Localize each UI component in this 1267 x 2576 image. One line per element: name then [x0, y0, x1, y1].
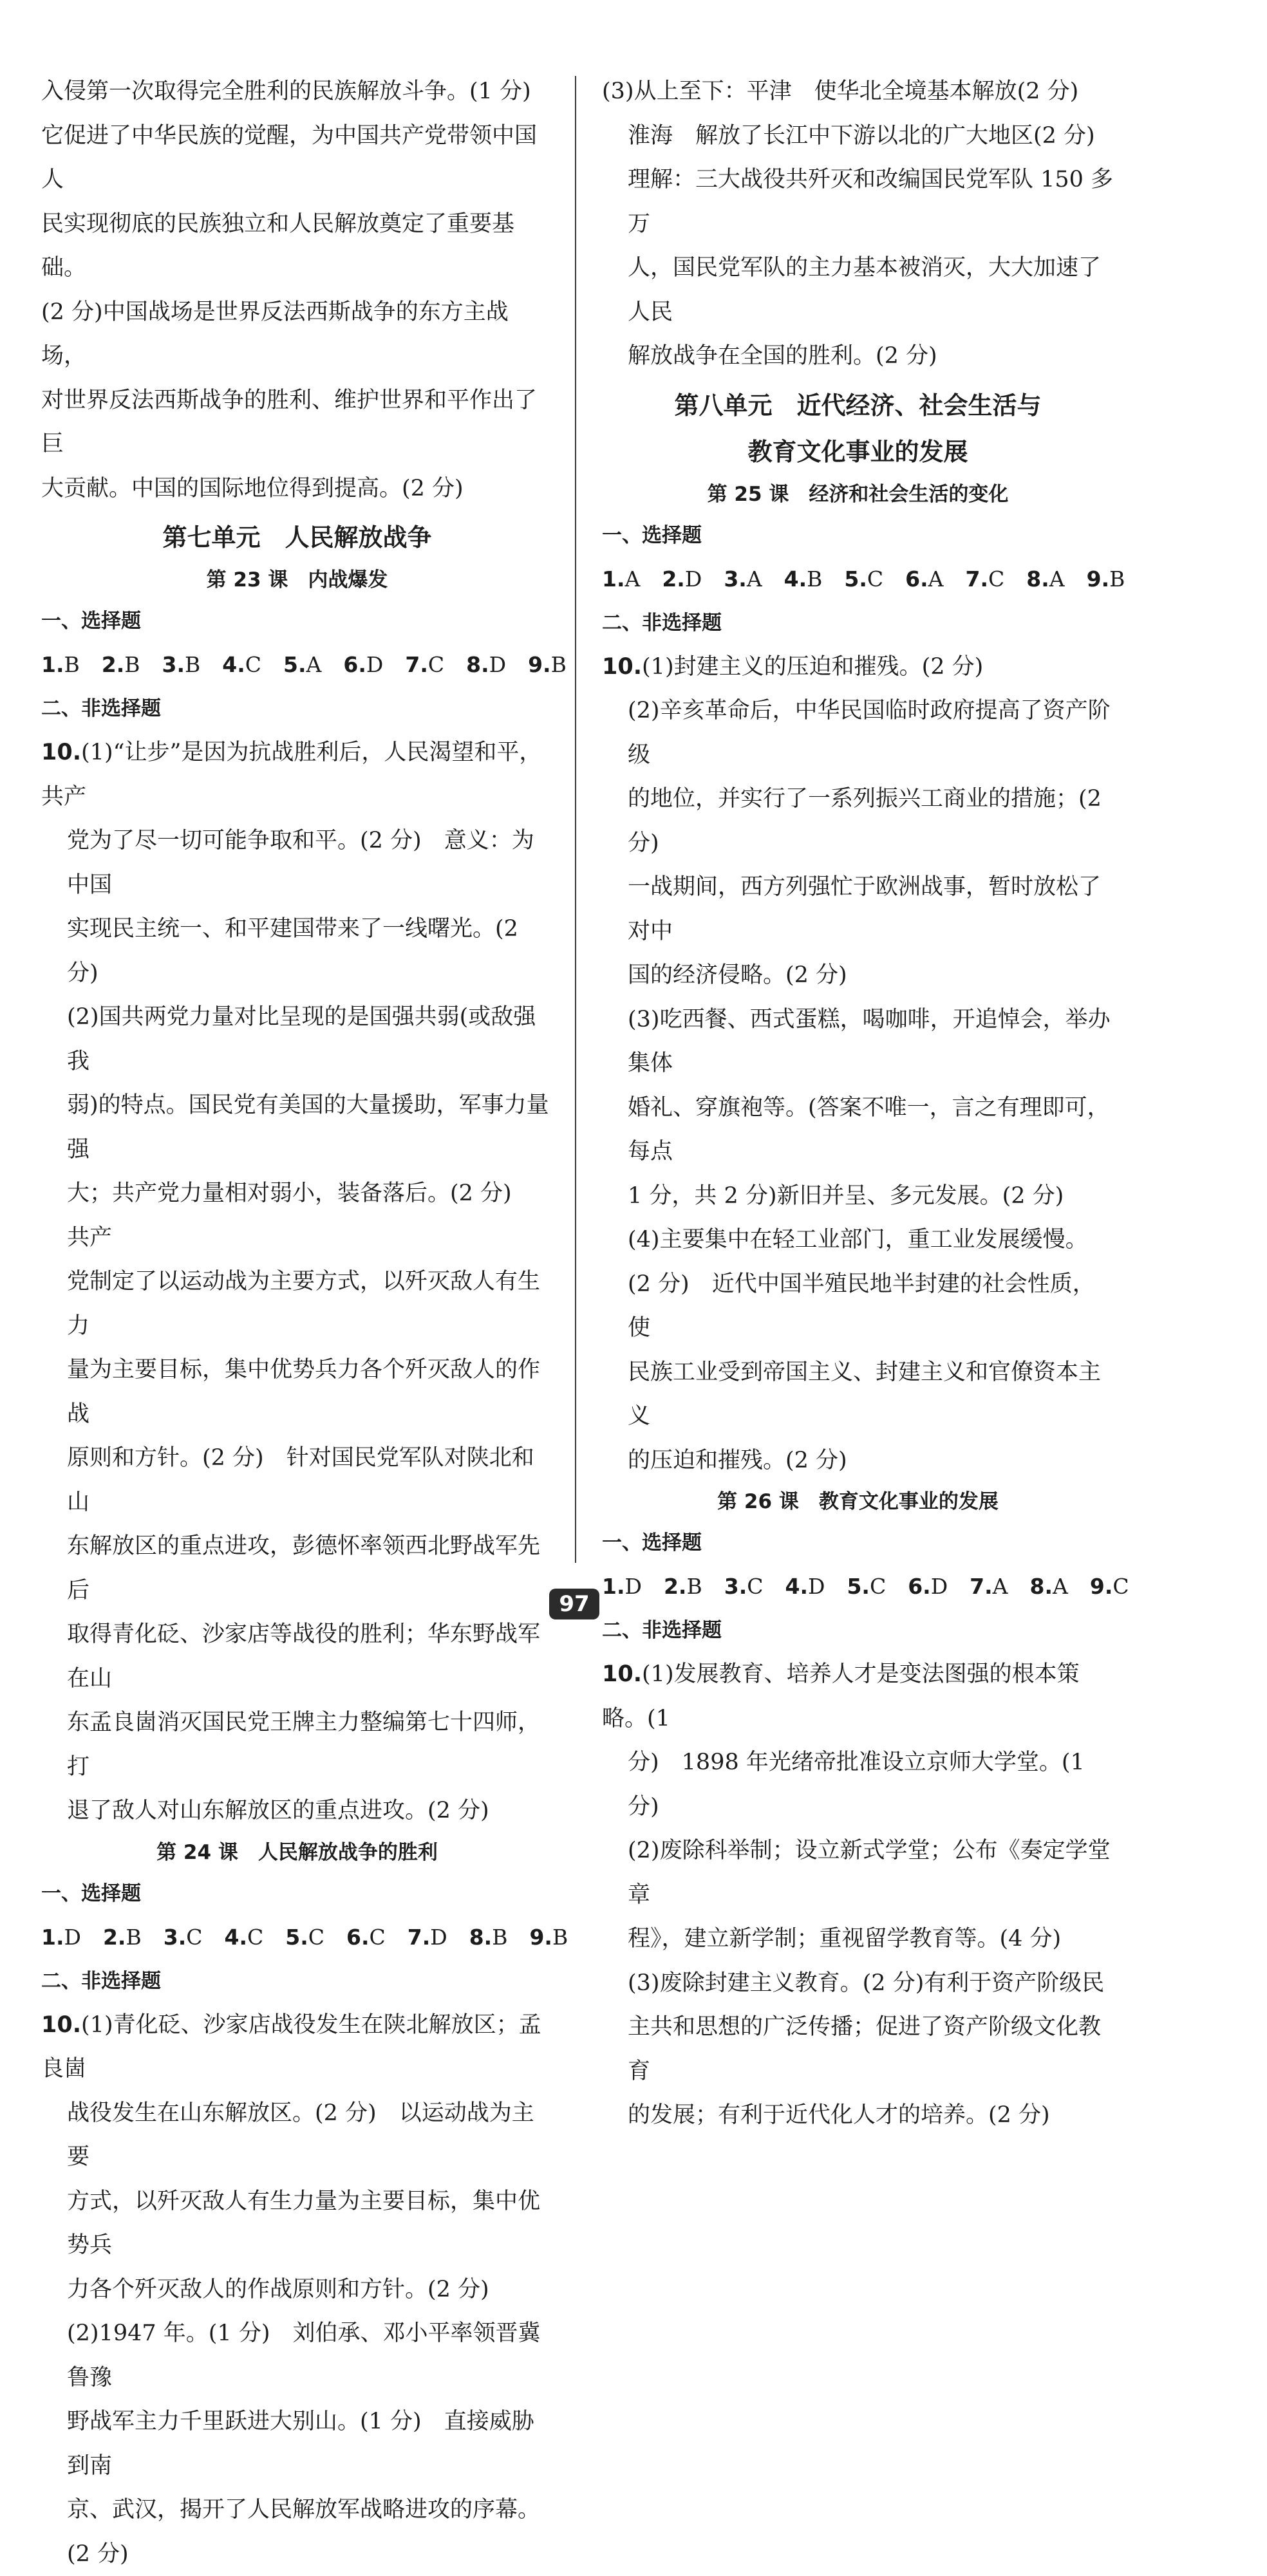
- mcq-item: [466, 643, 506, 687]
- mcq-item: [529, 1916, 568, 1959]
- text-line: 东解放区的重点进攻，彭德怀率领西北野战军先后: [41, 1524, 553, 1612]
- section-heading: 二、非选择题: [41, 1959, 553, 2003]
- mcq-number: 9.: [528, 652, 551, 677]
- mcq-number: 3.: [164, 1925, 187, 1950]
- text-line: 民族工业受到帝国主义、封建主义和官僚资本主义: [602, 1350, 1114, 1439]
- mcq-item: [41, 643, 80, 687]
- lesson-title: 第 25 课 经济和社会生活的变化: [602, 475, 1114, 514]
- mcq-number: 3.: [724, 1574, 747, 1599]
- mcq-answer: B: [686, 1574, 702, 1599]
- mcq-answer: C: [308, 1925, 324, 1950]
- mcq-number: 4.: [785, 1574, 808, 1599]
- mcq-number: 5.: [844, 566, 867, 592]
- text-line: 原则和方针。(2 分) 针对国民党军队对陕北和山: [41, 1436, 553, 1524]
- text-line: (1)封建主义的压迫和摧残。(2 分): [642, 654, 983, 680]
- mcq-number: 5.: [285, 1925, 308, 1950]
- mcq-answer: D: [489, 652, 506, 677]
- text-line: (4)主要集中在轻工业部门，重工业发展缓慢。: [602, 1218, 1114, 1262]
- mcq-item: [405, 643, 444, 687]
- section-heading: 一、选择题: [602, 514, 1114, 557]
- text-line: 的发展；有利于近代化人才的培养。(2 分): [602, 2093, 1114, 2138]
- text-line: 国的经济侵略。(2 分): [602, 953, 1114, 998]
- mcq-answer: A: [306, 652, 322, 677]
- mcq-number: 2.: [103, 1925, 126, 1950]
- text-line: 对世界反法西斯战争的胜利、维护世界和平作出了巨: [41, 378, 553, 467]
- mcq-answer: D: [64, 1925, 81, 1950]
- text-line: 党为了尽一切可能争取和平。(2 分) 意义：为中国: [41, 819, 553, 907]
- mcq-answer: B: [492, 1925, 507, 1950]
- text-line: (2)国共两党力量对比呈现的是国强共弱(或敌强我: [41, 995, 553, 1083]
- mcq-number: 7.: [966, 566, 989, 592]
- mcq-answer: C: [870, 1574, 886, 1599]
- mcq-answer: A: [1053, 1574, 1068, 1599]
- answer-lines: [602, 689, 1114, 1482]
- text-line: 分) 1898 年光绪帝批准设立京师大学堂。(1 分): [602, 1741, 1114, 1829]
- answer-lines: [41, 2091, 553, 2576]
- mcq-number: 6.: [905, 566, 928, 592]
- mcq-item: [724, 557, 762, 601]
- text-line: 战役发生在山东解放区。(2 分) 以运动战为主要: [41, 2091, 553, 2179]
- mcq-number: 7.: [970, 1574, 993, 1599]
- text-line: 主共和思想的广泛传播；促进了资产阶级文化教育: [602, 2005, 1114, 2093]
- mcq-answer: B: [552, 1925, 568, 1950]
- mcq-answer: C: [867, 566, 883, 592]
- mcq-number: 3.: [162, 652, 185, 677]
- question-10: [41, 731, 553, 819]
- text-line: (1)青化砭、沙家店战役发生在陕北解放区；孟良崮: [41, 2012, 541, 2082]
- mcq-number: 5.: [847, 1574, 870, 1599]
- answer-lines: [602, 1741, 1114, 2138]
- text-line: 量为主要目标，集中优势兵力各个歼灭敌人的作战: [41, 1348, 553, 1436]
- mcq-number: 8.: [469, 1925, 493, 1950]
- mcq-item: [664, 1565, 702, 1609]
- text-line: 的压迫和摧残。(2 分): [602, 1439, 1114, 1483]
- mcq-number: 4.: [224, 1925, 247, 1950]
- section-heading: 二、非选择题: [602, 1609, 1114, 1652]
- mcq-answer: C: [747, 1574, 763, 1599]
- mcq-answer: B: [551, 652, 567, 677]
- lesson-title: 第 26 课 教育文化事业的发展: [602, 1482, 1114, 1521]
- mcq-answer: A: [928, 566, 944, 592]
- mcq-item: [346, 1916, 386, 1959]
- mcq-answer: A: [993, 1574, 1008, 1599]
- text-line: 京、武汉，揭开了人民解放军战略进攻的序幕。(2 分): [41, 2488, 553, 2576]
- text-line: 弱)的特点。国民党有美国的大量援助，军事力量强: [41, 1083, 553, 1171]
- text-line: 入侵第一次取得完全胜利的民族解放斗争。(1 分): [41, 70, 553, 114]
- mcq-number: 2.: [664, 1574, 687, 1599]
- mcq-number: 4.: [784, 566, 807, 592]
- text-line: 它促进了中华民族的觉醒，为中国共产党带领中国人: [41, 114, 553, 202]
- text-line: (3)吃西餐、西式蛋糕，喝咖啡，开追悼会，举办集体: [602, 998, 1114, 1086]
- text-line: 退了敌人对山东解放区的重点进攻。(2 分): [41, 1789, 553, 1833]
- mcq-item: [164, 1916, 203, 1959]
- text-line: (2)1947 年。(1 分) 刘伯承、邓小平率领晋冀鲁豫: [41, 2311, 553, 2400]
- mcq-answer: C: [369, 1925, 385, 1950]
- mcq-number: 6.: [343, 652, 366, 677]
- section-heading: 一、选择题: [41, 1872, 553, 1916]
- section-heading: 二、非选择题: [602, 601, 1114, 645]
- text-line: 1 分，共 2 分)新旧并呈、多元发展。(2 分): [602, 1174, 1114, 1218]
- mcq-answers: [41, 643, 553, 687]
- mcq-answer: C: [247, 1925, 263, 1950]
- mcq-number: 7.: [408, 1925, 431, 1950]
- mcq-item: [970, 1565, 1008, 1609]
- mcq-number: 1.: [41, 652, 64, 677]
- mcq-item: [908, 1565, 948, 1609]
- lesson-title: 第 23 课 内战爆发: [41, 561, 553, 599]
- text-line: (2 分) 近代中国半殖民地半封建的社会性质，使: [602, 1262, 1114, 1350]
- left-column: [41, 70, 553, 2576]
- lesson-title: 第 24 课 人民解放战争的胜利: [41, 1833, 553, 1872]
- text-line: 民实现彻底的民族独立和人民解放奠定了重要基础。: [41, 202, 553, 290]
- mcq-answer: A: [625, 566, 641, 592]
- mcq-answer: B: [126, 1925, 141, 1950]
- mcq-answer: B: [124, 652, 140, 677]
- text-line: 人，国民党军队的主力基本被消灭，大大加速了人民: [602, 246, 1114, 334]
- mcq-number: 8.: [1030, 1574, 1053, 1599]
- mcq-item: [103, 1916, 142, 1959]
- text-line: 一战期间，西方列强忙于欧洲战事，暂时放松了对中: [602, 865, 1114, 953]
- lesson-23: [41, 561, 553, 1833]
- mcq-number: 8.: [1026, 566, 1049, 592]
- mcq-item: [283, 643, 321, 687]
- mcq-answers: [602, 1565, 1114, 1609]
- mcq-number: 1.: [41, 1925, 64, 1950]
- lesson-24: [41, 1833, 553, 2576]
- mcq-answer: D: [430, 1925, 447, 1950]
- mcq-answer: B: [807, 566, 822, 592]
- mcq-item: [602, 557, 640, 601]
- text-line: (3)废除封建主义教育。(2 分)有利于资产阶级民: [602, 1961, 1114, 2006]
- mcq-answer: C: [186, 1925, 202, 1950]
- text-line: 取得青化砭、沙家店等战役的胜利；华东野战军在山: [41, 1612, 553, 1701]
- question-10: [41, 2003, 553, 2091]
- text-line: 婚礼、穿旗袍等。(答案不唯一，言之有理即可，每点: [602, 1086, 1114, 1174]
- text-line: 淮海 解放了长江中下游以北的广大地区(2 分): [602, 114, 1114, 158]
- mcq-item: [408, 1916, 447, 1959]
- mcq-answer: D: [808, 1574, 825, 1599]
- mcq-number: 4.: [222, 652, 245, 677]
- mcq-answer: A: [1049, 566, 1065, 592]
- mcq-answer: D: [685, 566, 702, 592]
- text-line: (2 分)中国战场是世界反法西斯战争的东方主战场，: [41, 290, 553, 378]
- lesson-26: [602, 1482, 1114, 2138]
- text-line: 的地位，并实行了一系列振兴工商业的措施；(2 分): [602, 777, 1114, 865]
- mcq-item: [222, 643, 261, 687]
- text-line: 解放战争在全国的胜利。(2 分): [602, 334, 1114, 378]
- text-line: 理解：三大战役共歼灭和改编国民党军队 150 多万: [602, 158, 1114, 246]
- mcq-item: [528, 643, 567, 687]
- text-line: (1)发展教育、培养人才是变法图强的根本策略。(1: [602, 1661, 1080, 1731]
- mcq-answer: C: [428, 652, 444, 677]
- text-line: 大；共产党力量相对弱小，装备落后。(2 分) 共产: [41, 1171, 553, 1260]
- mcq-answer: B: [185, 652, 200, 677]
- left-intro: [41, 70, 553, 510]
- text-line: 力各个歼灭敌人的作战原则和方针。(2 分): [41, 2268, 553, 2312]
- mcq-item: [1026, 557, 1064, 601]
- mcq-answer: B: [64, 652, 80, 677]
- mcq-number: 9.: [529, 1925, 552, 1950]
- mcq-item: [847, 1565, 886, 1609]
- question-number: 10.: [602, 654, 642, 680]
- mcq-number: 8.: [466, 652, 489, 677]
- mcq-number: 2.: [102, 652, 125, 677]
- text-line: (1)“让步”是因为抗战胜利后，人民渴望和平，共产: [41, 740, 541, 810]
- mcq-item: [602, 1565, 642, 1609]
- mcq-answer: D: [366, 652, 383, 677]
- unit-7-title: 第七单元 人民解放战争: [41, 514, 553, 561]
- column-divider: [575, 76, 576, 1563]
- page-number: 97: [549, 1589, 599, 1619]
- question-number: 10.: [602, 1661, 642, 1687]
- mcq-answer: B: [1109, 566, 1125, 592]
- mcq-number: 3.: [724, 566, 747, 592]
- mcq-number: 6.: [346, 1925, 370, 1950]
- mcq-item: [469, 1916, 508, 1959]
- mcq-item: [905, 557, 943, 601]
- text-line: 东孟良崮消灭国民党王牌主力整编第七十四师，打: [41, 1701, 553, 1789]
- unit-8-title-line2: 教育文化事业的发展: [602, 429, 1114, 475]
- mcq-item: [1090, 1565, 1129, 1609]
- mcq-number: 5.: [283, 652, 306, 677]
- question-number: 10.: [41, 2012, 81, 2038]
- right-column: [602, 70, 1114, 2138]
- section-heading: 一、选择题: [41, 599, 553, 643]
- mcq-number: 7.: [405, 652, 428, 677]
- mcq-answer: D: [931, 1574, 948, 1599]
- mcq-item: [343, 643, 383, 687]
- mcq-number: 1.: [602, 566, 625, 592]
- text-line: 大贡献。中国的国际地位得到提高。(2 分): [41, 467, 553, 511]
- mcq-item: [966, 557, 1005, 601]
- mcq-item: [662, 557, 702, 601]
- mcq-number: 9.: [1087, 566, 1110, 592]
- mcq-item: [784, 557, 823, 601]
- mcq-item: [285, 1916, 324, 1959]
- mcq-item: [162, 643, 201, 687]
- mcq-answer: D: [625, 1574, 642, 1599]
- mcq-answer: C: [988, 566, 1004, 592]
- mcq-item: [724, 1565, 764, 1609]
- mcq-number: 1.: [602, 1574, 625, 1599]
- lesson-25: [602, 475, 1114, 1483]
- mcq-item: [1030, 1565, 1068, 1609]
- mcq-item: [844, 557, 883, 601]
- question-10: [602, 645, 1114, 689]
- right-intro: [602, 70, 1114, 378]
- mcq-answers: [602, 557, 1114, 601]
- text-line: 党制定了以运动战为主要方式，以歼灭敌人有生力: [41, 1260, 553, 1348]
- text-line: 程》，建立新学制；重视留学教育等。(4 分): [602, 1917, 1114, 1961]
- mcq-item: [1087, 557, 1125, 601]
- mcq-item: [102, 643, 140, 687]
- mcq-answer: C: [1112, 1574, 1129, 1599]
- answer-lines: [41, 819, 553, 1833]
- mcq-number: 9.: [1090, 1574, 1113, 1599]
- section-heading: 二、非选择题: [41, 687, 553, 731]
- mcq-number: 2.: [662, 566, 685, 592]
- mcq-item: [785, 1565, 825, 1609]
- section-heading: 一、选择题: [602, 1521, 1114, 1565]
- text-line: 实现民主统一、和平建国带来了一线曙光。(2 分): [41, 907, 553, 995]
- mcq-answers: [41, 1916, 553, 1959]
- mcq-answer: C: [245, 652, 261, 677]
- text-line: (2)废除科举制；设立新式学堂；公布《奏定学堂章: [602, 1829, 1114, 1917]
- question-number: 10.: [41, 740, 81, 765]
- text-line: 方式，以歼灭敌人有生力量为主要目标，集中优势兵: [41, 2179, 553, 2268]
- mcq-answer: A: [747, 566, 762, 592]
- mcq-number: 6.: [908, 1574, 931, 1599]
- mcq-item: [41, 1916, 81, 1959]
- unit-8-title: 第八单元 近代经济、社会生活与: [602, 382, 1114, 429]
- text-line: (3)从上至下：平津 使华北全境基本解放(2 分): [602, 70, 1114, 114]
- text-line: 野战军主力千里跃进大别山。(1 分) 直接威胁到南: [41, 2400, 553, 2488]
- mcq-item: [224, 1916, 263, 1959]
- text-line: (2)辛亥革命后，中华民国临时政府提高了资产阶级: [602, 689, 1114, 777]
